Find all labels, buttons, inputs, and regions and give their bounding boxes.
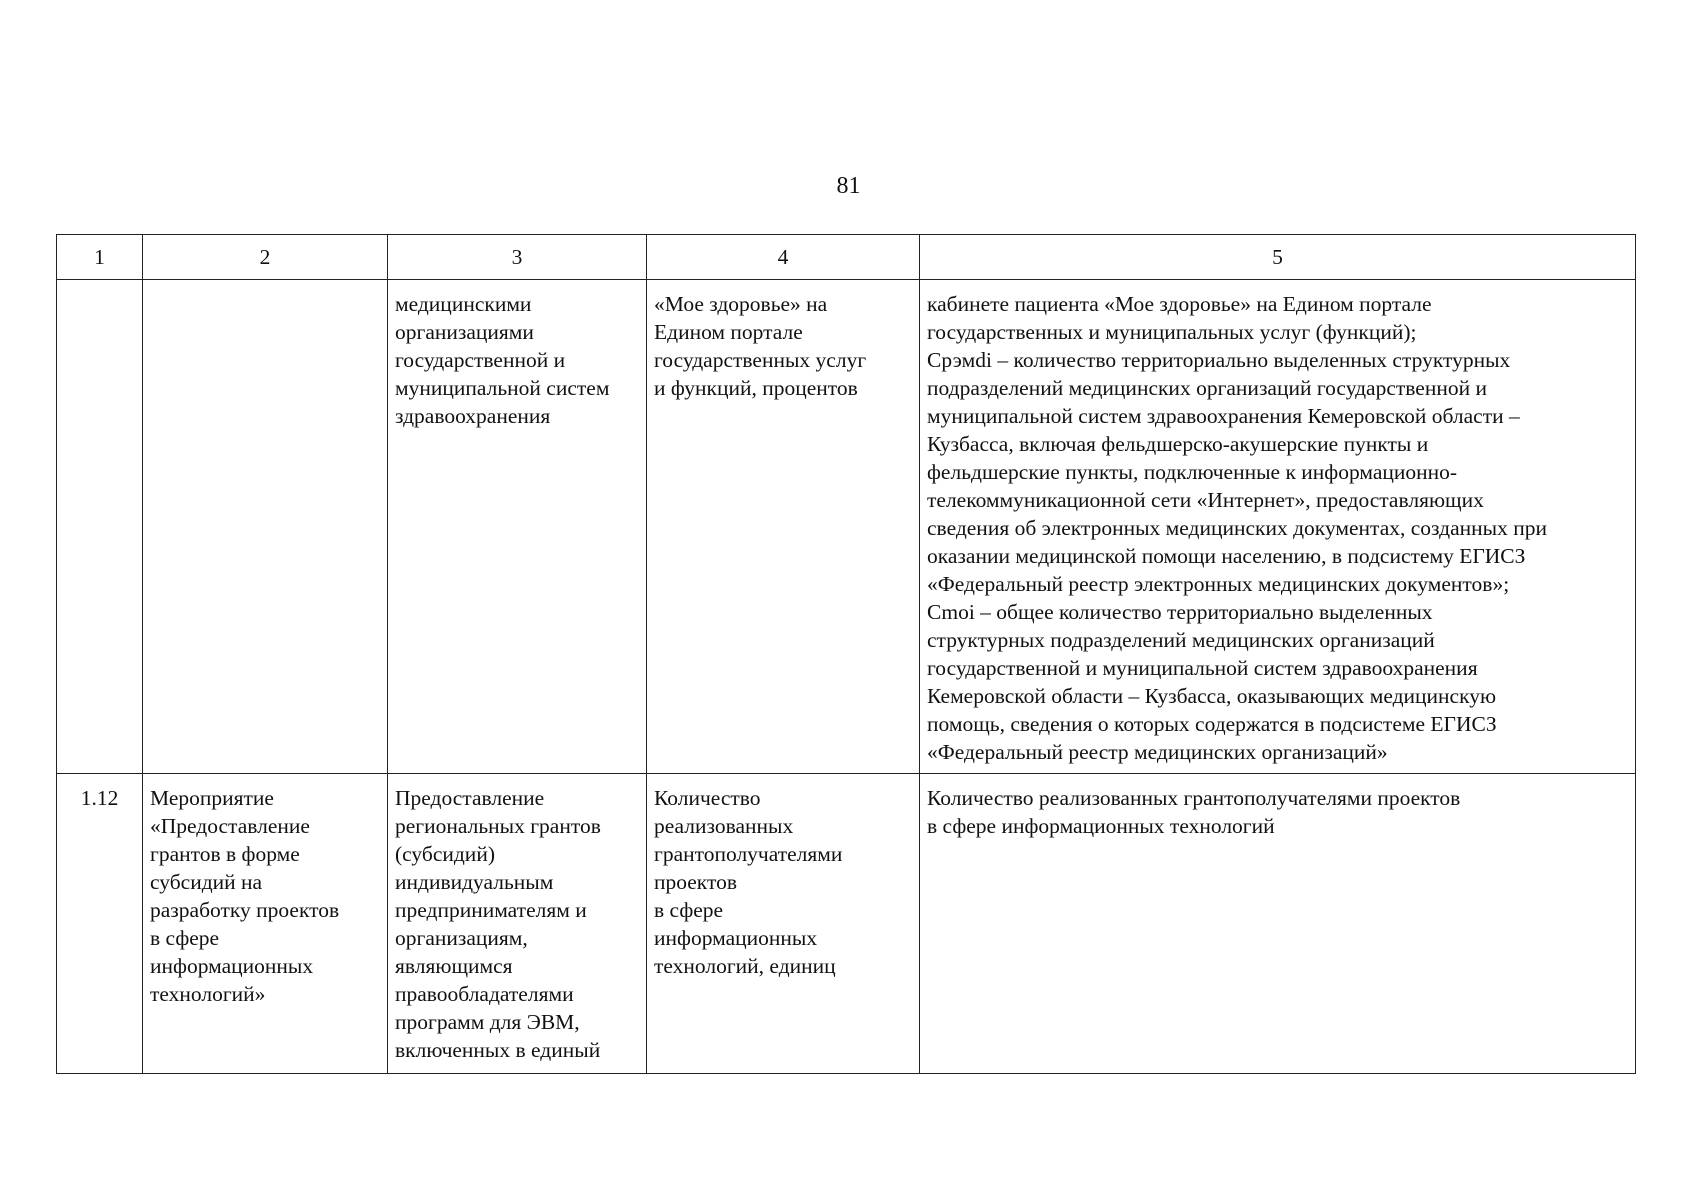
cell-text-line: «Федеральный реестр медицинских организаций» [927,740,1388,764]
event-name-cell [143,774,388,1074]
column-number-2: 2 [143,235,388,280]
cell-text-line: грантов в форме [150,842,300,866]
cell-text-line: технологий, единиц [654,954,836,978]
column-number-3: 3 [388,235,647,280]
description-cell [388,280,647,774]
cell-text-line: 1.12 [80,786,119,810]
cell-text-line: «Предоставление [150,814,310,838]
cell-text-line: предпринимателям и [395,898,587,922]
cell-text-line: в сфере информационных технологий [927,814,1275,838]
cell-text-line: медицинскими [395,292,532,316]
cell-text-line: грантополучателями [654,842,843,866]
cell-text-line: разработку проектов [150,898,340,922]
cell-text-line: в сфере [654,898,724,922]
cell-text-line: государственных услуг [654,348,867,372]
event-name-cell [143,280,388,774]
cell-text-line: технологий» [150,982,266,1006]
cell-text-line: муниципальной систем здравоохранения Кемеровской области – [927,404,1520,428]
calculation-method-cell [920,280,1636,774]
cell-text-line: субсидий на [150,870,263,894]
cell-text-line: муниципальной систем [395,376,610,400]
cell-text-line: правообладателями [395,982,574,1006]
cell-text-line: являющимся [395,954,513,978]
cell-text-line: государственной и [395,348,566,372]
cell-text-line: информационных [654,926,818,950]
column-number-4: 4 [647,235,920,280]
cell-text-line: подразделений медицинских организаций государственной и [927,376,1487,400]
cell-text-line: здравоохранения [395,404,551,428]
cell-text-line: (субсидий) [395,842,495,866]
table-header-row [57,235,1636,280]
cell-text-line: оказании медицинской помощи населению, в подсистему ЕГИСЗ [927,544,1526,568]
indicator-name-cell [647,774,920,1074]
cell-text-line: в сфере [150,926,220,950]
description-cell [388,774,647,1074]
cell-text-line: телекоммуникационной сети «Интернет», предоставляющих [927,488,1484,512]
cell-text-line: «Федеральный реестр электронных медицинских документов»; [927,572,1510,596]
column-number-1: 1 [57,235,143,280]
cell-text-line: программ для ЭВМ, [395,1010,580,1034]
cell-text-line: Предоставление [395,786,545,810]
calculation-method-cell [920,774,1636,1074]
cell-text-line: организациями [395,320,534,344]
cell-text-line: Мероприятие [150,786,274,810]
cell-text-line: проектов [654,870,737,894]
cell-text-line: Кемеровской области – Кузбасса, оказывающих медицинскую [927,684,1497,708]
cell-text-line: реализованных [654,814,794,838]
cell-text-line: региональных грантов [395,814,601,838]
cell-text-line: государственной и муниципальной систем здравоохранения [927,656,1478,680]
indicator-table [56,234,1636,1074]
cell-text-line: Количество реализованных грантополучателями проектов [927,786,1461,810]
cell-text-line: Кузбасса, включая фельдшерско-акушерские пункты и [927,432,1429,456]
page-number: 81 [836,173,861,199]
row-number-cell [57,280,143,774]
table-row [57,774,1636,1074]
cell-text-line: структурных подразделений медицинских организаций [927,628,1435,652]
cell-text-line: Cmoi – общее количество территориально выделенных [927,600,1433,624]
cell-text-line: и функций, процентов [654,376,858,400]
cell-text-line: фельдшерские пункты, подключенные к информационно- [927,460,1458,484]
cell-text-line: сведения об электронных медицинских документах, созданных при [927,516,1547,540]
cell-text-line: кабинете пациента «Мое здоровье» на Едином портале [927,292,1432,316]
cell-text-line: информационных [150,954,314,978]
cell-text-line: организациям, [395,926,528,950]
cell-text-line: включенных в единый [395,1038,601,1062]
cell-text-line: Едином портале [654,320,803,344]
indicator-name-cell [647,280,920,774]
cell-text-line: государственных и муниципальных услуг (функций); [927,320,1417,344]
cell-text-line: индивидуальным [395,870,554,894]
cell-text-line: Cрэмdi – количество территориально выделенных структурных [927,348,1511,372]
row-number-cell [57,774,143,1074]
cell-text-line: помощь, сведения о которых содержатся в подсистеме ЕГИСЗ [927,712,1497,736]
cell-text-line: Количество [654,786,761,810]
column-number-5: 5 [920,235,1636,280]
table-row [57,280,1636,774]
cell-text-line: «Мое здоровье» на [654,292,828,316]
